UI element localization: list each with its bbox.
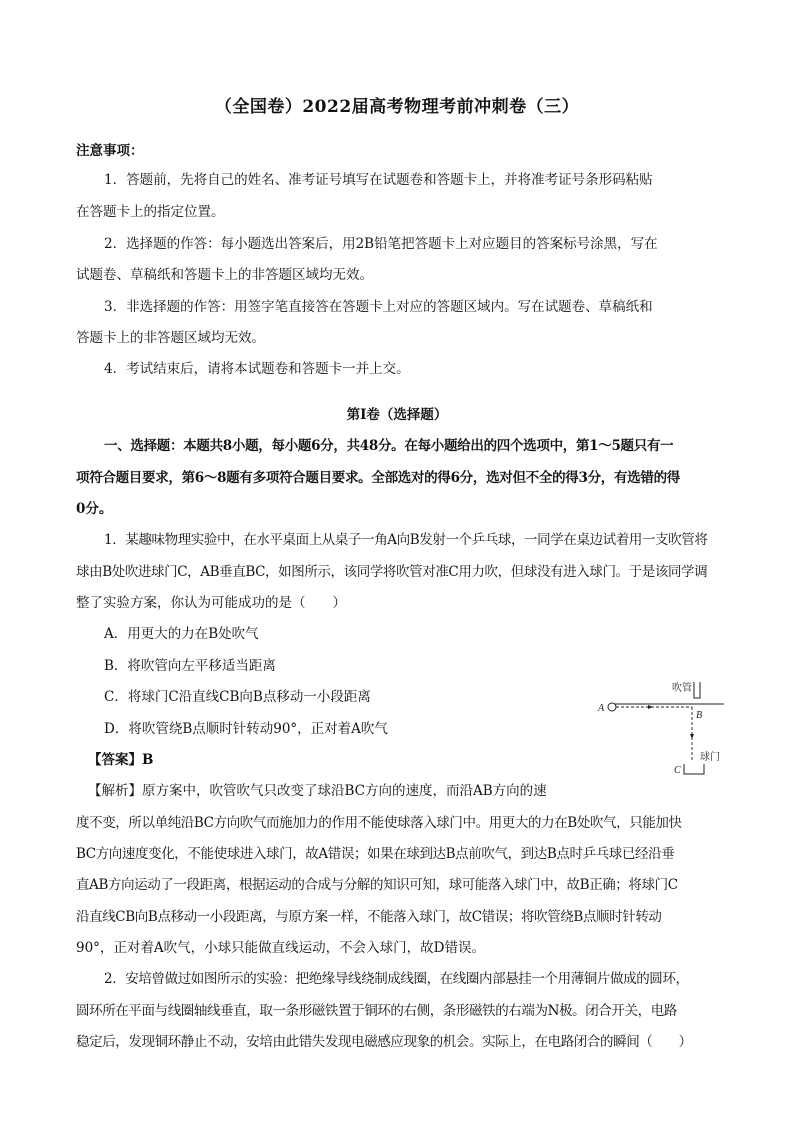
section-title: 第Ⅰ卷（选择题） (346, 407, 448, 423)
point-a-label: A (598, 703, 605, 714)
question-1-analysis-line-2: 度不变，所以单纯沿BC方向吹气而施加力的作用不能使球落入球门中。用更大的力在B处吹气，只能加快 (76, 815, 682, 831)
section-intro-line-1: 一、选择题：本题共8小题，每小题6分，共48分。在每小题给出的四个选项中，第1～5题只有一 (104, 438, 674, 454)
question-1-option-a: A．用更大的力在B处吹气 (104, 626, 259, 642)
notice-item-3-line-2: 答题卡上的非答题区域均无效。 (76, 330, 265, 346)
arrow-bc (690, 734, 694, 739)
goal-shape (684, 764, 704, 774)
notice-item-1-line-1: 1．答题前，先将自己的姓名、准考证号填写在试题卷和答题卡上，并将准考证号条形码粘贴 (104, 172, 653, 188)
goal-label: 球门 (700, 752, 720, 763)
question-1-analysis-line-6: 90°，正对着A吹气，小球只能做直线运动，不会入球门，故D错误。 (76, 940, 486, 956)
question-2-stem-line-3: 稳定后，发现铜环静止不动，安培由此错失发现电磁感应现象的机会。实际上，在电路闭合的瞬间（ ） (76, 1034, 692, 1050)
question-1-stem-line-1: 1．某趣味物理实验中，在水平桌面上从桌子一角A向B发射一个乒乓球，一同学在桌边试着用一支吹管将 (104, 532, 708, 548)
question-1-analysis-line-5: 沿直线CB向B点移动一小段距离，与原方案一样，不能落入球门，故C错误；将吹管绕B点顺时针转动 (76, 909, 662, 925)
pipe-label: 吹管 (672, 683, 692, 694)
question-2-stem-line-1: 2．安培曾做过如图所示的实验：把绝缘导线绕制成线圈，在线圈内部悬挂一个用薄铜片做成的圆环， (104, 971, 689, 987)
question-1-option-b: B．将吹管向左平移适当距离 (104, 658, 276, 674)
section-intro-line-2: 项符合题目要求，第6～8题有多项符合题目要求。全部选对的得6分，选对但不全的得3分，有选错的得 (76, 470, 680, 486)
question-1-analysis-line-1: 【解析】原方案中，吹管吹气只改变了球沿BC方向的速度，而沿AB方向的速 (88, 783, 547, 799)
arrow-ab (648, 705, 653, 709)
question-1-stem-line-3: 整了实验方案，你认为可能成功的是（ ） (76, 595, 346, 611)
point-b-label: B (696, 710, 703, 721)
ball-a-circle (608, 703, 616, 711)
question-2-stem-line-2: 圆环所在平面与线圈轴线垂直，取一条形磁铁置于铜环的右侧，条形磁铁的右端为N极。闭合开关，电路 (76, 1003, 677, 1019)
page-title: （全国卷）2022届高考物理考前冲刺卷（三） (214, 97, 580, 117)
notice-item-1-line-2: 在答题卡上的指定位置。 (76, 204, 225, 220)
notice-item-2-line-2: 试题卷、草稿纸和答题卡上的非答题区域均无效。 (76, 267, 373, 283)
notice-item-2-line-1: 2．选择题的作答：每小题选出答案后，用2B铅笔把答题卡上对应题目的答案标号涂黑，写在 (104, 236, 658, 252)
section-intro-line-3: 0分。 (76, 501, 113, 517)
question-1-stem-line-2: 球由B处吹进球门C，AB垂直BC，如图所示，该同学将吹管对准C用力吹，但球没有进入球门。于是该同学调 (76, 564, 708, 580)
notice-item-4: 4．考试结束后，请将本试题卷和答题卡一并上交。 (104, 361, 410, 377)
notice-item-3-line-1: 3．非选择题的作答：用签字笔直接答在答题卡上对应的答题区域内。写在试题卷、草稿纸和 (104, 299, 653, 315)
question-1-analysis-line-3: BC方向速度变化，不能使球进入球门，故A错误；如果在球到达B点前吹气，到达B点时乒乓球已经沿垂 (76, 846, 675, 862)
notice-heading: 注意事项： (76, 143, 144, 159)
blow-pipe-shape (694, 682, 700, 698)
question-1-figure (596, 676, 728, 780)
question-1-option-c: C．将球门C沿直线CB向B点移动一小段距离 (104, 689, 371, 705)
point-c-label: C (674, 765, 681, 776)
question-1-option-d: D．将吹管绕B点顺时针转动90°，正对着A吹气 (104, 721, 388, 737)
question-1-analysis-line-4: 直AB方向运动了一段距离，根据运动的合成与分解的知识可知，球可能落入球门中，故B正确；将球门C (76, 877, 678, 893)
question-1-answer: 【答案】B (88, 752, 154, 768)
